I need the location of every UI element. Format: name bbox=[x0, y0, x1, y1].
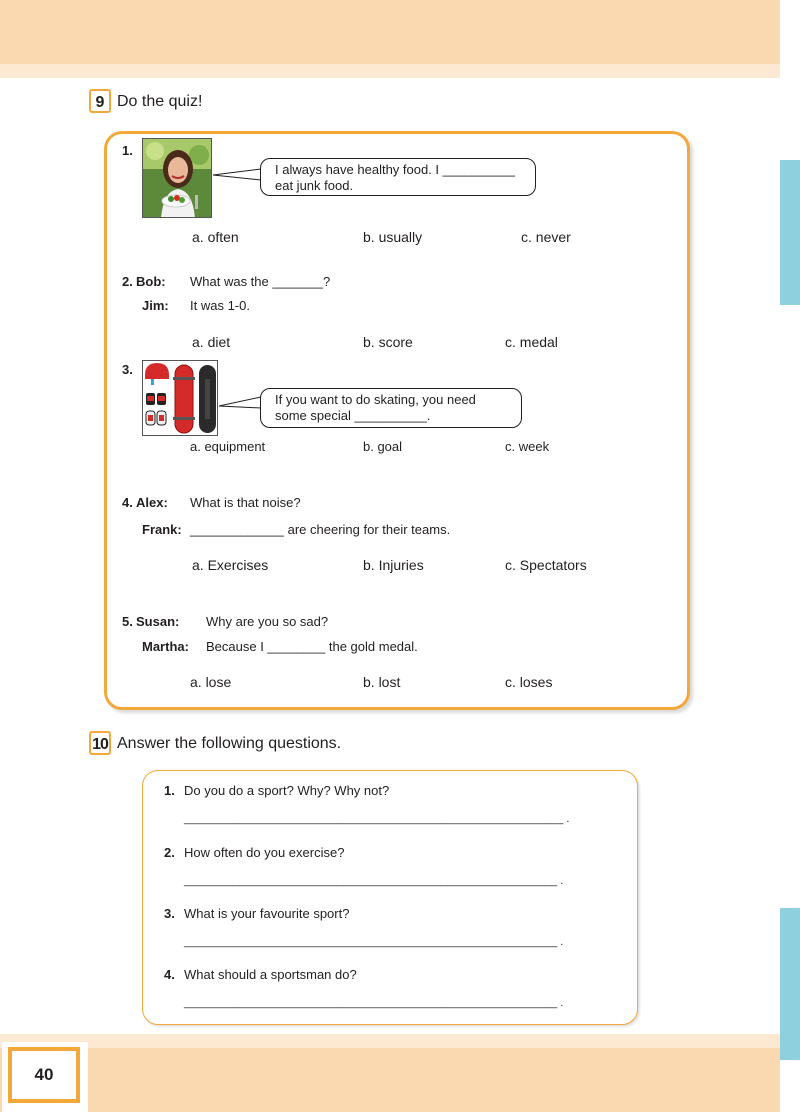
q2-number: 2. bbox=[122, 274, 133, 289]
speech-bubble-3 bbox=[260, 388, 522, 428]
q1-option-b: b. usually bbox=[363, 229, 423, 245]
bubble-3-line-2: some special __________. bbox=[275, 408, 431, 423]
eq3-answer-line[interactable]: _____________________________________________________________ . bbox=[184, 936, 564, 948]
q5-speaker-2: Martha: bbox=[142, 639, 189, 654]
top-header-band bbox=[0, 0, 780, 64]
bubble-3-line-1: If you want to do skating, you need bbox=[275, 392, 476, 407]
q4-line-1: What is that noise? bbox=[190, 495, 301, 510]
eq4-number: 4. bbox=[164, 967, 175, 982]
q3-option-a: a. equipment bbox=[190, 439, 266, 454]
q5-speaker-1: Susan: bbox=[136, 614, 180, 629]
girl-salad-photo bbox=[142, 138, 212, 218]
exercise-9-title: Do the quiz! bbox=[117, 93, 203, 110]
q3-option-c: c. week bbox=[505, 439, 550, 454]
q4-speaker-1: Alex: bbox=[136, 495, 168, 510]
footer-subband bbox=[0, 1034, 780, 1048]
q5-line-2: Because I ________ the gold medal. bbox=[206, 639, 418, 654]
side-tab-bottom bbox=[780, 908, 800, 1060]
skating-equipment-photo bbox=[142, 360, 218, 436]
eq1-number: 1. bbox=[164, 783, 175, 798]
q4-number: 4. bbox=[122, 495, 133, 510]
q2-option-a: a. diet bbox=[192, 334, 231, 350]
eq2-text: How often do you exercise? bbox=[184, 845, 345, 860]
q4-option-a: a. Exercises bbox=[192, 557, 269, 573]
q2-speaker-1: Bob: bbox=[136, 274, 166, 289]
eq3-text: What is your favourite sport? bbox=[184, 906, 350, 921]
q4-speaker-2: Frank: bbox=[142, 522, 182, 537]
q2-option-c: c. medal bbox=[505, 334, 558, 350]
page-number: 40 bbox=[8, 1047, 80, 1103]
side-tab-top bbox=[780, 160, 800, 305]
eq2-answer-line[interactable]: _____________________________________________________________ . bbox=[184, 875, 564, 887]
q1-number: 1. bbox=[122, 143, 133, 158]
speech-bubble-1 bbox=[260, 158, 536, 196]
eq4-text: What should a sportsman do? bbox=[184, 967, 357, 982]
exercise-9-number-badge: 9 bbox=[89, 89, 111, 113]
q5-option-c: c. loses bbox=[505, 674, 553, 690]
q1-option-c: c. never bbox=[521, 229, 571, 245]
bubble-1-line-2: eat junk food. bbox=[275, 178, 354, 193]
q1-option-a: a. often bbox=[192, 229, 239, 245]
exercise-10-number-badge: 10 bbox=[89, 731, 111, 755]
eq1-text: Do you do a sport? Why? Why not? bbox=[184, 783, 390, 798]
q5-line-1: Why are you so sad? bbox=[206, 614, 329, 629]
questions-box bbox=[142, 770, 638, 1025]
eq4-answer-line[interactable]: _____________________________________________________________ . bbox=[184, 997, 564, 1009]
q4-line-2: _____________ are cheering for their teams. bbox=[190, 522, 451, 537]
eq3-number: 3. bbox=[164, 906, 175, 921]
q2-option-b: b. score bbox=[363, 334, 413, 350]
q2-line-1: What was the _______? bbox=[190, 274, 331, 289]
bubble-1-tail bbox=[212, 168, 262, 182]
q3-number: 3. bbox=[122, 362, 133, 377]
top-header-subband bbox=[0, 64, 780, 78]
bubble-3-tail bbox=[218, 396, 262, 412]
q4-option-b: b. Injuries bbox=[363, 557, 424, 573]
footer-band bbox=[0, 1048, 780, 1112]
q3-option-b: b. goal bbox=[363, 439, 403, 454]
eq2-number: 2. bbox=[164, 845, 175, 860]
q2-speaker-2: Jim: bbox=[142, 298, 169, 313]
q5-option-a: a. lose bbox=[190, 674, 232, 690]
q4-option-c: c. Spectators bbox=[505, 557, 587, 573]
bubble-1-line-1: I always have healthy food. I __________ bbox=[275, 162, 515, 177]
q2-line-2: It was 1-0. bbox=[190, 298, 250, 313]
q5-number: 5. bbox=[122, 614, 133, 629]
exercise-10-title: Answer the following questions. bbox=[117, 735, 342, 752]
eq1-answer-line[interactable]: ______________________________________________________________ . bbox=[184, 813, 570, 825]
q5-option-b: b. lost bbox=[363, 674, 401, 690]
